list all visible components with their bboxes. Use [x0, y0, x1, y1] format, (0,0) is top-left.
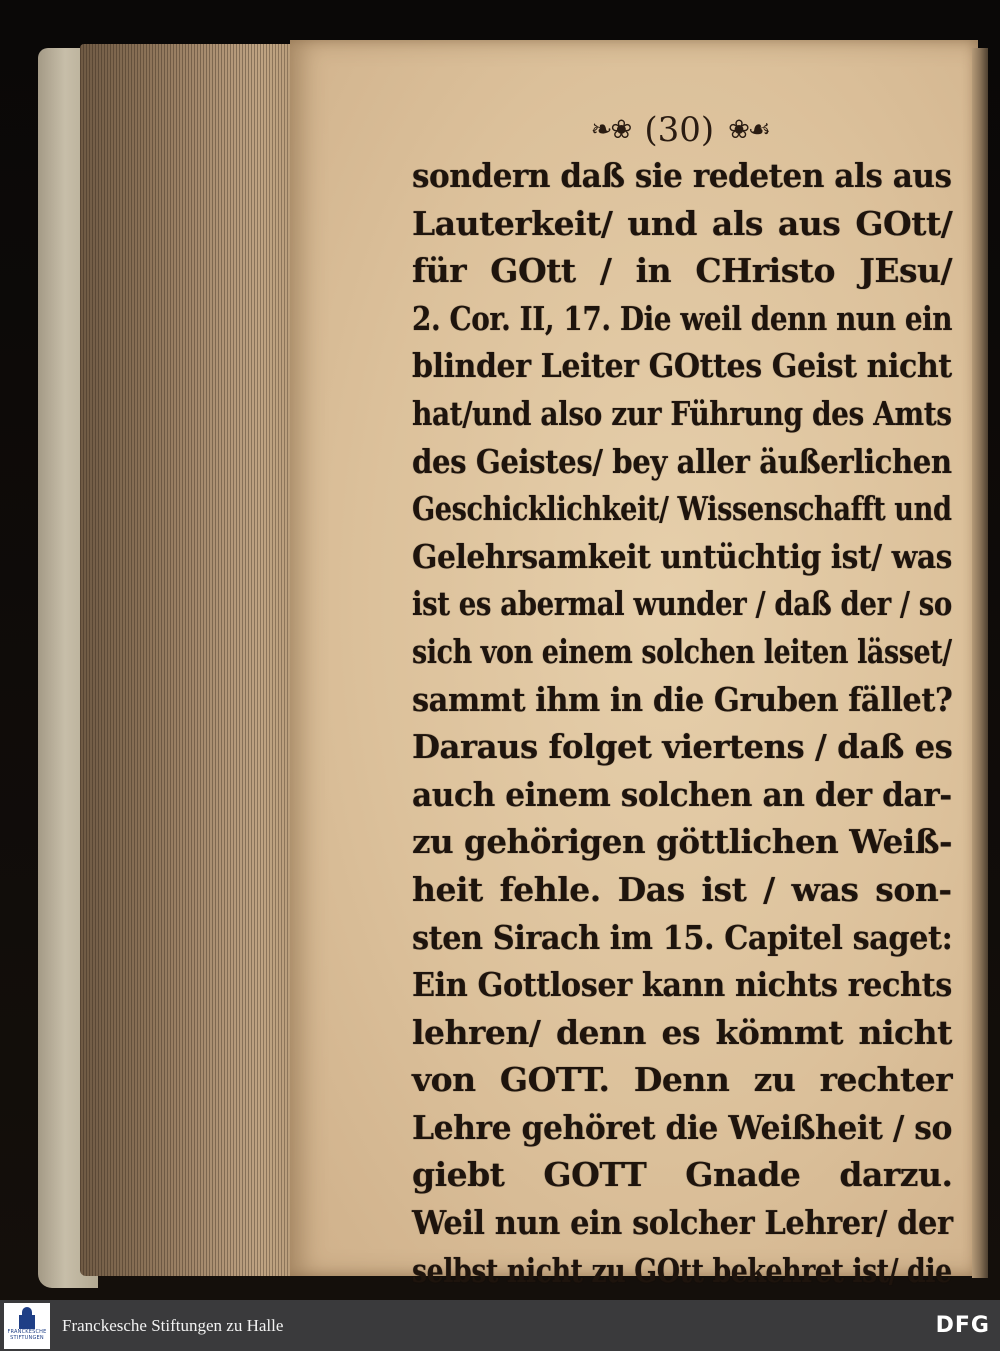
text-line: Gelehrsamkeit untüchtig ist/ was: [412, 536, 953, 576]
text-line: selbst nicht zu GOtt bekehret ist/ die: [412, 1250, 952, 1290]
text-line: Daraus folget viertens / daß es: [412, 727, 953, 767]
text-line: 2. Cor. II, 17. Die weil denn nun ein: [412, 298, 953, 338]
text-line: Lauterkeit/ und als aus GOtt/: [412, 203, 953, 243]
text-line: Weil nun ein solcher Lehrer/ der: [412, 1203, 953, 1243]
page-header: [560, 108, 800, 152]
text-line: ist es abermal wunder / daß der / so: [412, 584, 952, 624]
text-line: Lehre gehöret die Weißheit / so: [412, 1107, 952, 1147]
page-edges: [80, 44, 300, 1276]
text-line: sten Sirach im 15. Capitel saget:: [412, 917, 953, 957]
text-line: Ein Gottloser kann nichts rechts: [412, 965, 952, 1005]
text-line: für GOtt / in CHristo JEsu/: [412, 251, 953, 291]
institution-name[interactable]: Franckesche Stiftungen zu Halle: [62, 1315, 284, 1335]
text-line: heit fehle. Das ist / was son-: [412, 869, 952, 909]
ornament-left-icon: ❧❀: [590, 115, 631, 145]
dfg-logo[interactable]: DFG: [935, 1313, 990, 1338]
text-line: zu gehörigen göttlichen Weiß-: [412, 822, 953, 862]
building-emblem-icon: [18, 1307, 36, 1329]
logo-text-1: FRANCKESCHE: [7, 1328, 47, 1335]
text-line: sammt ihm in die Gruben fället?: [412, 679, 953, 719]
text-line: des Geistes/ bey aller äußerlichen: [412, 441, 952, 481]
ornament-right-icon: ❀☙: [728, 115, 770, 145]
viewer-footer: [0, 1300, 1000, 1351]
franckesche-logo[interactable]: [4, 1303, 50, 1349]
text-line: sich von einem solchen leiten lässet/: [412, 631, 952, 671]
text-line: hat/und also zur Führung des Amts: [412, 393, 952, 433]
page-gutter-shadow: [972, 48, 988, 1278]
page-number: (30): [644, 110, 715, 150]
logo-text-2: STIFTUNGEN: [10, 1334, 44, 1341]
text-line: lehren/ denn es kömmt nicht: [412, 1012, 952, 1052]
text-line: von GOTT. Denn zu rechter: [412, 1060, 953, 1100]
text-line: Geschicklichkeit/ Wissenschafft und: [412, 489, 952, 529]
text-line: giebt GOTT Gnade darzu.: [412, 1155, 953, 1195]
text-line: sondern daß sie redeten als aus: [412, 156, 952, 195]
text-line: blinder Leiter GOttes Geist nicht: [412, 346, 952, 386]
text-line: auch einem solchen an der dar-: [412, 774, 952, 814]
page-body-text: [412, 152, 952, 1342]
